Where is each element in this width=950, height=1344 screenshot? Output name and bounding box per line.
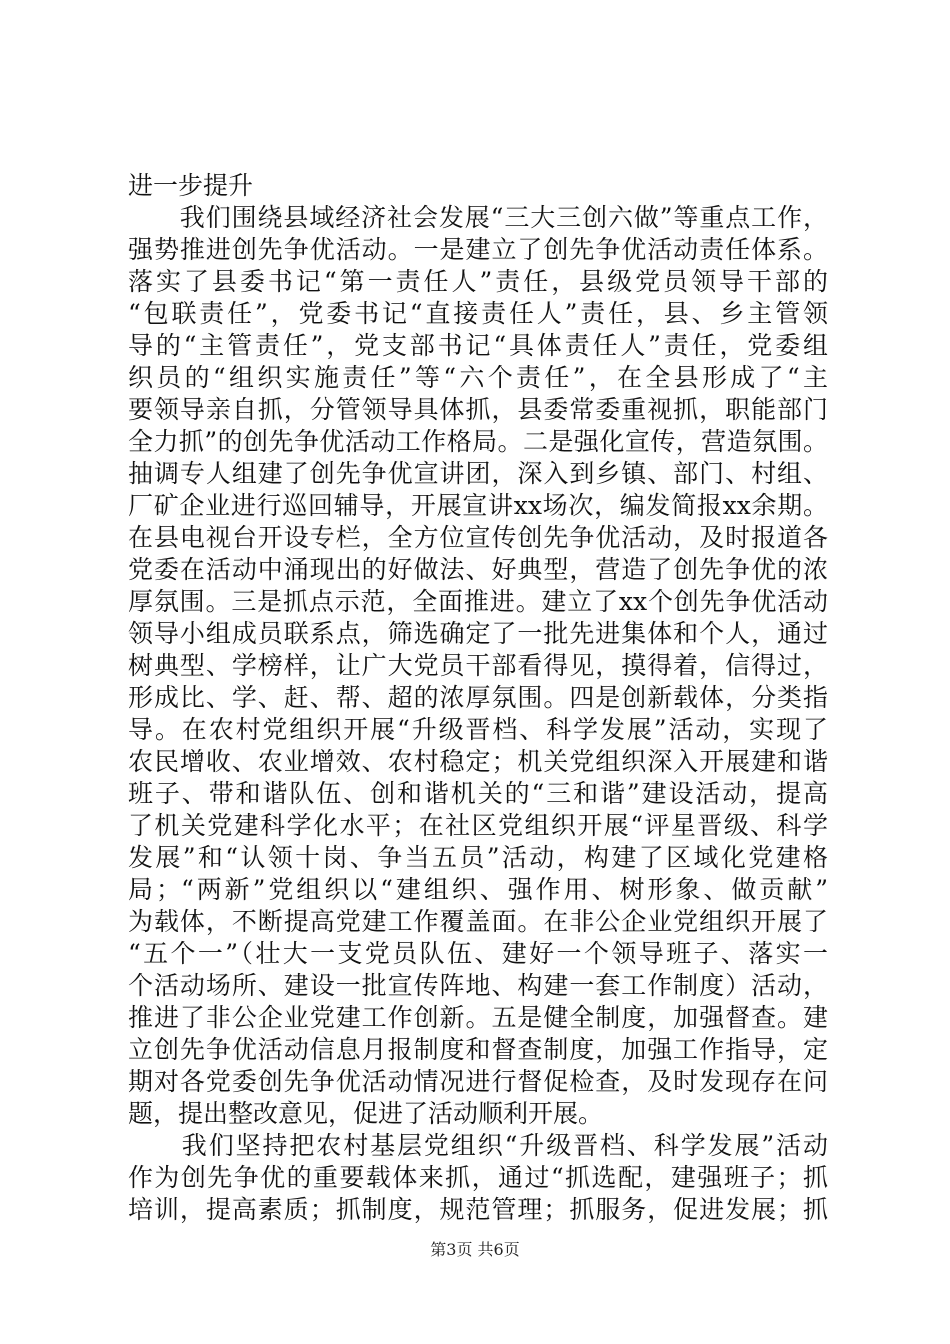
text-line: 我们坚持把农村基层党组织“升级晋档、科学发展”活动 bbox=[128, 1131, 828, 1160]
text-line: 作为创先争优的重要载体来抓，通过“抓选配，建强班子；抓 bbox=[128, 1163, 828, 1192]
text-line: 在县电视台开设专栏，全方位宣传创先争优活动，及时报道各 bbox=[128, 523, 828, 552]
text-line: 导。在农村党组织开展“升级晋档、科学发展”活动，实现了 bbox=[128, 715, 828, 744]
text-line: 形成比、学、赶、帮、超的浓厚氛围。四是创新载体，分类指 bbox=[128, 683, 828, 712]
text-line: 班子、带和谐队伍、创和谐机关的“三和谐”建设活动，提高 bbox=[128, 779, 828, 808]
text-line: 题，提出整改意见，促进了活动顺利开展。 bbox=[128, 1099, 604, 1128]
text-line: 厂矿企业进行巡回辅导，开展宣讲xx场次，编发简报xx余期。 bbox=[128, 491, 828, 520]
text-line: 织员的“组织实施责任”等“六个责任”，在全县形成了“主 bbox=[128, 363, 828, 392]
text-line: 期对各党委创先争优活动情况进行督促检查，及时发现存在问 bbox=[128, 1067, 828, 1096]
text-line: 要领导亲自抓，分管领导具体抓，县委常委重视抓，职能部门 bbox=[128, 395, 828, 424]
document-body bbox=[128, 170, 828, 1226]
text-line: 落实了县委书记“第一责任人”责任，县级党员领导干部的 bbox=[128, 267, 828, 296]
text-line: 局；“两新”党组织以“建组织、强作用、树形象、做贡献” bbox=[128, 875, 828, 904]
text-line: 进一步提升 bbox=[128, 171, 254, 200]
text-line: 全力抓”的创先争优活动工作格局。二是强化宣传，营造氛围。 bbox=[128, 427, 828, 456]
text-line: 强势推进创先争优活动。一是建立了创先争优活动责任体系。 bbox=[128, 235, 828, 264]
text-line: 树典型、学榜样，让广大党员干部看得见，摸得着，信得过， bbox=[128, 651, 828, 680]
text-line: 为载体，不断提高党建工作覆盖面。在非公企业党组织开展了 bbox=[128, 907, 828, 936]
page-number: 第3页 共6页 bbox=[430, 1240, 520, 1259]
text-line: 我们围绕县域经济社会发展“三大三创六做”等重点工作， bbox=[128, 203, 828, 232]
text-line: 抽调专人组建了创先争优宣讲团，深入到乡镇、部门、村组、 bbox=[128, 459, 828, 488]
text-line: 领导小组成员联系点，筛选确定了一批先进集体和个人，通过 bbox=[128, 619, 828, 648]
text-line: “五个一”（壮大一支党员队伍、建好一个领导班子、落实一 bbox=[128, 939, 828, 968]
text-line: 导的“主管责任”，党支部书记“具体责任人”责任，党委组 bbox=[128, 331, 828, 360]
text-line: 发展”和“认领十岗、争当五员”活动，构建了区域化党建格 bbox=[128, 843, 828, 872]
text-line: 党委在活动中涌现出的好做法、好典型，营造了创先争优的浓 bbox=[128, 555, 828, 584]
text-line: 厚氛围。三是抓点示范，全面推进。建立了xx个创先争优活动 bbox=[128, 587, 828, 616]
text-line: 推进了非公企业党建工作创新。五是健全制度，加强督查。建 bbox=[128, 1003, 828, 1032]
text-line: 个活动场所、建设一批宣传阵地、构建一套工作制度）活动， bbox=[128, 971, 828, 1000]
text-line: 了机关党建科学化水平；在社区党组织开展“评星晋级、科学 bbox=[128, 811, 828, 840]
text-line: 培训，提高素质；抓制度，规范管理；抓服务，促进发展；抓 bbox=[128, 1195, 828, 1224]
text-line: 农民增收、农业增效、农村稳定；机关党组织深入开展建和谐 bbox=[128, 747, 828, 776]
text-line: 立创先争优活动信息月报制度和督查制度，加强工作指导，定 bbox=[128, 1035, 828, 1064]
text-line: “包联责任”，党委书记“直接责任人”责任，县、乡主管领 bbox=[128, 299, 828, 328]
